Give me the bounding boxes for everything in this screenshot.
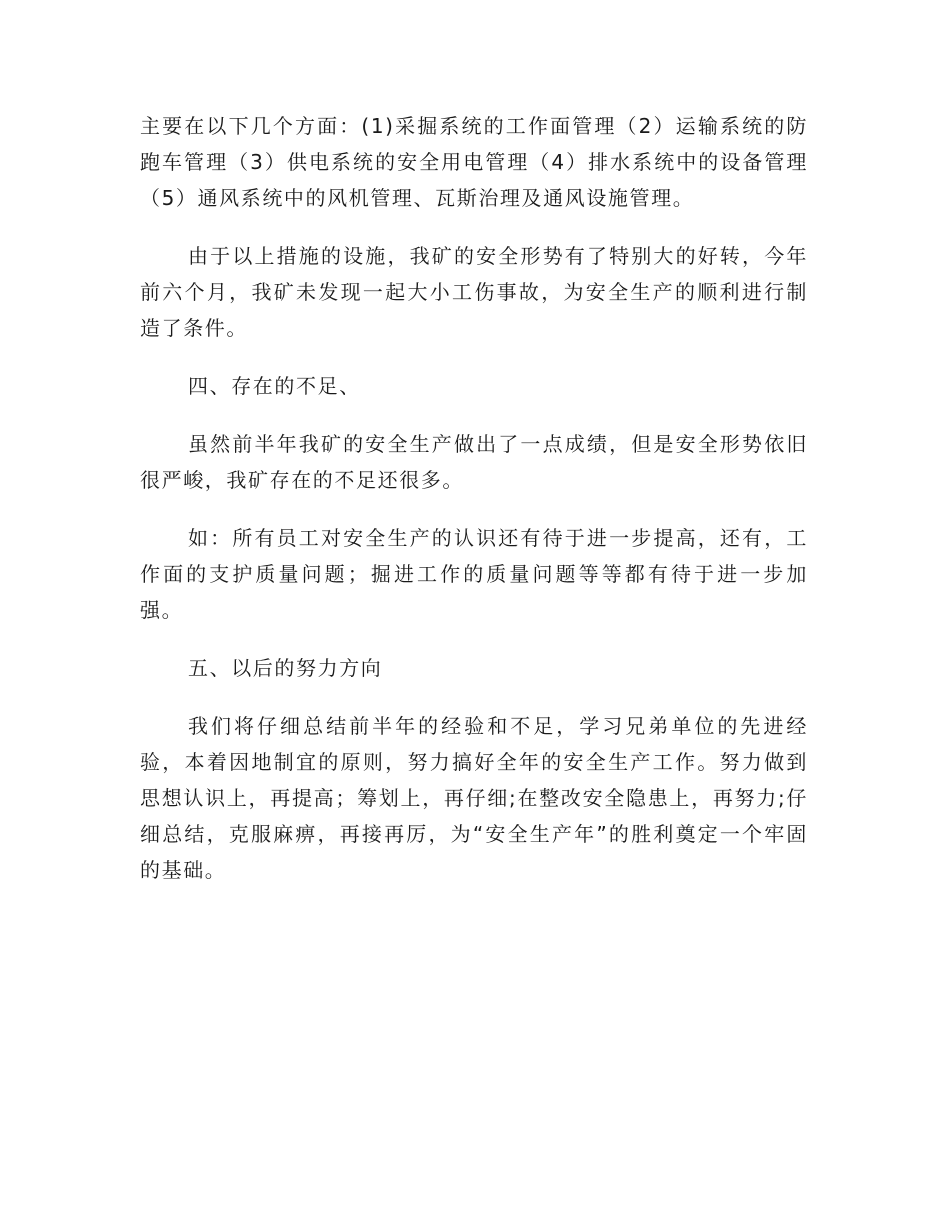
paragraph-aspects: 主要在以下几个方面：(1)采掘系统的工作面管理（2）运输系统的防跑车管理（3）供电系统的安全用电管理（4）排水系统中的设备管理（5）通风系统中的风机管理、瓦斯治理及通风设施管理。 (140, 114, 808, 210)
paragraph-shortcomings: 虽然前半年我矿的安全生产做出了一点成绩，但是安全形势依旧很严峻，我矿存在的不足还很多。 (140, 432, 808, 492)
section-heading-future-direction: 五、以后的努力方向 (188, 656, 383, 680)
paragraph-improvement: 由于以上措施的设施，我矿的安全形势有了特别大的好转，今年前六个月，我矿未发现一起大小工伤事故，为安全生产的顺利进行制造了条件。 (140, 244, 808, 340)
section-heading-shortcomings: 四、存在的不足、 (188, 374, 361, 398)
paragraph-examples: 如：所有员工对安全生产的认识还有待于进一步提高，还有，工作面的支护质量问题；掘进工作的质量问题等等都有待于进一步加强。 (140, 526, 808, 622)
paragraph-future-direction: 我们将仔细总结前半年的经验和不足，学习兄弟单位的先进经验，本着因地制宜的原则，努力搞好全年的安全生产工作。努力做到思想认识上，再提高；筹划上，再仔细;在整改安全隐患上，再努力;仔细总结，克服麻痹，再接再厉，为“安全生产年”的胜利奠定一个牢固的基础。 (140, 714, 808, 882)
document-body (140, 108, 808, 910)
